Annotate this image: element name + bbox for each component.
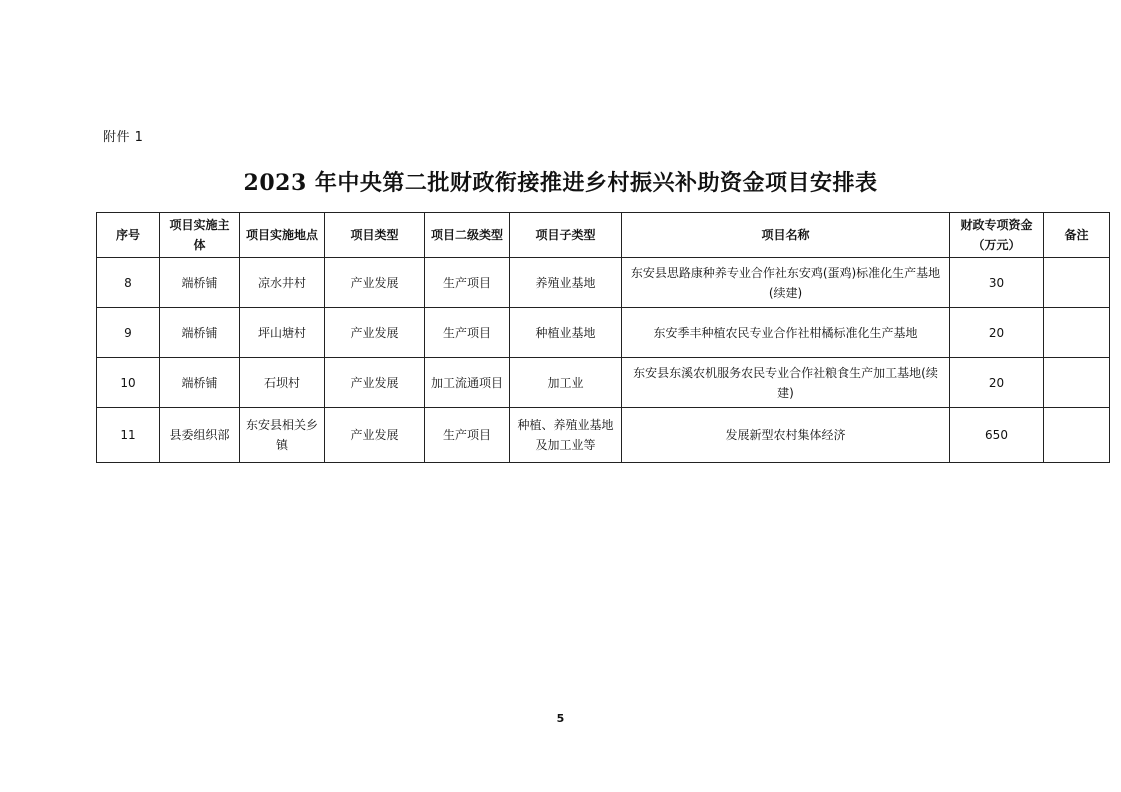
- cell-location: 东安县相关乡镇: [240, 408, 325, 463]
- document-title: 2023 年中央第二批财政衔接推进乡村振兴补助资金项目安排表: [243, 170, 878, 196]
- table-row: [97, 408, 1110, 463]
- cell-location: 凉水井村: [240, 258, 325, 308]
- cell-implementer: 端桥铺: [160, 358, 240, 408]
- cell-type: 产业发展: [325, 408, 425, 463]
- header-project-name: 项目名称: [622, 213, 950, 258]
- header-type: 项目类型: [325, 213, 425, 258]
- attachment-label: 附件 1: [103, 130, 144, 145]
- header-secondary-type: 项目二级类型: [425, 213, 510, 258]
- header-location: 项目实施地点: [240, 213, 325, 258]
- cell-subtype: 种植业基地: [510, 308, 622, 358]
- header-subtype: 项目子类型: [510, 213, 622, 258]
- cell-project-name: 东安县东溪农机服务农民专业合作社粮食生产加工基地(续建): [622, 358, 950, 408]
- table-body: [97, 258, 1110, 463]
- header-remarks: 备注: [1044, 213, 1110, 258]
- cell-implementer: 端桥铺: [160, 258, 240, 308]
- header-funds: 财政专项资金（万元）: [950, 213, 1044, 258]
- cell-index: 9: [97, 308, 160, 358]
- table-header: [97, 213, 1110, 258]
- cell-location: 石坝村: [240, 358, 325, 408]
- cell-funds: 20: [950, 308, 1044, 358]
- page-number: 5: [556, 712, 565, 725]
- cell-project-name: 东安季丰种植农民专业合作社柑橘标准化生产基地: [622, 308, 950, 358]
- table-row: [97, 358, 1110, 408]
- cell-implementer: 端桥铺: [160, 308, 240, 358]
- cell-type: 产业发展: [325, 358, 425, 408]
- cell-index: 10: [97, 358, 160, 408]
- cell-location: 坪山塘村: [240, 308, 325, 358]
- cell-secondary-type: 加工流通项目: [425, 358, 510, 408]
- cell-subtype: 加工业: [510, 358, 622, 408]
- project-table: [96, 212, 1110, 463]
- cell-subtype: 养殖业基地: [510, 258, 622, 308]
- cell-remarks: [1044, 358, 1110, 408]
- cell-funds: 20: [950, 358, 1044, 408]
- cell-project-name: 东安县思路康种养专业合作社东安鸡(蛋鸡)标准化生产基地(续建): [622, 258, 950, 308]
- cell-index: 11: [97, 408, 160, 463]
- cell-type: 产业发展: [325, 258, 425, 308]
- cell-funds: 30: [950, 258, 1044, 308]
- cell-secondary-type: 生产项目: [425, 258, 510, 308]
- cell-subtype: 种植、养殖业基地及加工业等: [510, 408, 622, 463]
- cell-remarks: [1044, 308, 1110, 358]
- cell-implementer: 县委组织部: [160, 408, 240, 463]
- cell-project-name: 发展新型农村集体经济: [622, 408, 950, 463]
- cell-remarks: [1044, 258, 1110, 308]
- header-implementer: 项目实施主体: [160, 213, 240, 258]
- cell-remarks: [1044, 408, 1110, 463]
- header-index: 序号: [97, 213, 160, 258]
- cell-secondary-type: 生产项目: [425, 308, 510, 358]
- table-row: [97, 308, 1110, 358]
- header-row: [97, 213, 1110, 258]
- cell-type: 产业发展: [325, 308, 425, 358]
- cell-secondary-type: 生产项目: [425, 408, 510, 463]
- cell-index: 8: [97, 258, 160, 308]
- table-row: [97, 258, 1110, 308]
- cell-funds: 650: [950, 408, 1044, 463]
